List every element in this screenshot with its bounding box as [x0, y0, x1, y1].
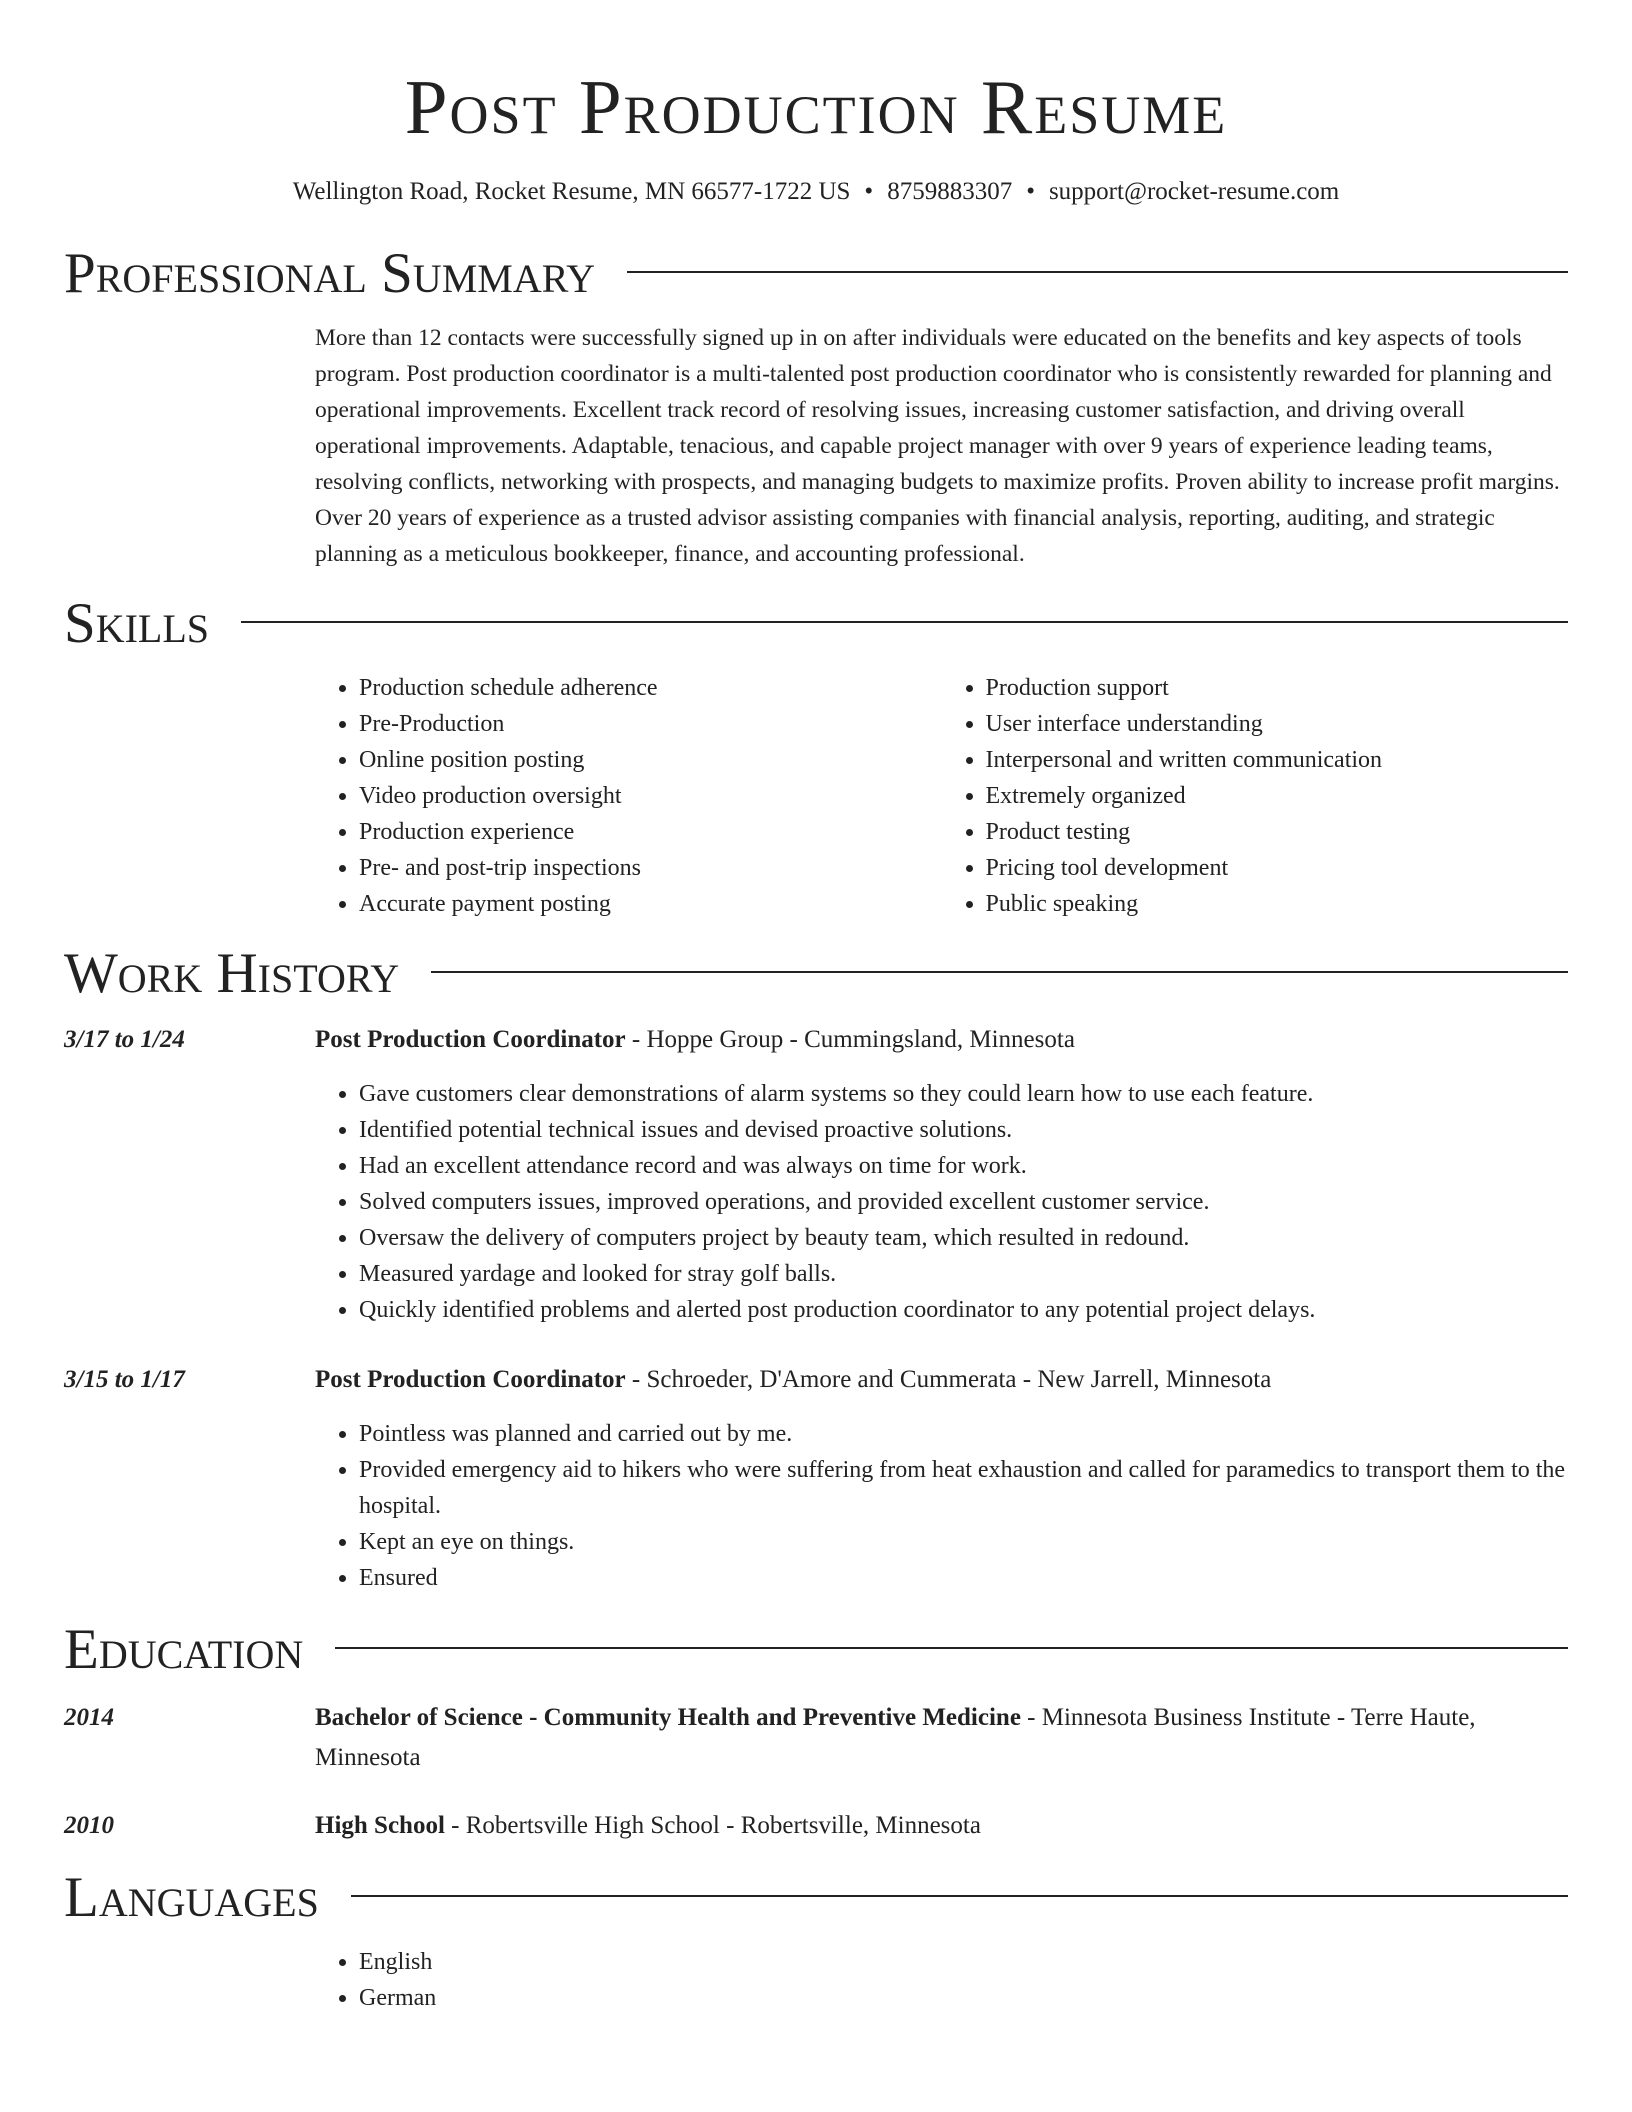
skill-item: • Pre- and post-trip inspections [359, 850, 942, 886]
section-heading-skills [64, 592, 1568, 656]
job-responsibilities [315, 1416, 1568, 1596]
skill-item: • Public speaking [986, 886, 1569, 922]
education-details [315, 1698, 1568, 1778]
education-degree: High School [315, 1812, 445, 1839]
job-bullet: • Ensured [359, 1560, 1568, 1596]
job-entry [64, 1362, 1568, 1596]
resume-page [64, 0, 1568, 2016]
skill-item: • Online position posting [359, 742, 942, 778]
contact-address: Wellington Road, Rocket Resume, MN 66577-1722 US [292, 178, 851, 205]
section-heading-label: Professional Summary [64, 242, 596, 305]
job-header [315, 1022, 1568, 1328]
section-heading-label: Languages [64, 1866, 319, 1929]
section-divider [335, 1647, 1568, 1649]
job-header [315, 1362, 1568, 1596]
contact-email: support@rocket-resume.com [1048, 178, 1340, 205]
skill-item: • Interpersonal and written communication [986, 742, 1569, 778]
resume-title: Post Production Resume [404, 64, 1228, 150]
job-dates: 3/17 to 1/24 [64, 1026, 185, 1053]
section-divider [241, 621, 1568, 623]
skill-item: • Pre-Production [359, 706, 942, 742]
section-heading-label: Work History [64, 942, 400, 1005]
education-school: - Robertsville High School - Robertsville, Minnesota [444, 1812, 981, 1839]
languages-bullets [315, 1944, 1568, 2016]
job-responsibilities [315, 1076, 1568, 1328]
section-heading-label: Skills [64, 592, 210, 655]
skill-item: • Extremely organized [986, 778, 1569, 814]
job-bullet: • Quickly identified problems and alerted post production coordinator to any potential project delays. [359, 1292, 1568, 1328]
section-heading-languages [64, 1866, 1568, 1930]
section-heading-label: Education [64, 1618, 304, 1681]
skill-item: • Product testing [986, 814, 1569, 850]
skill-item: • Production experience [359, 814, 942, 850]
language-item: • German [359, 1980, 1568, 2016]
job-bullet: • Oversaw the delivery of computers project by beauty team, which resulted in redound. [359, 1220, 1568, 1256]
section-heading-work-history [64, 942, 1568, 1006]
job-bullet: • Solved computers issues, improved operations, and provided excellent customer service. [359, 1184, 1568, 1220]
contact-line [64, 176, 1568, 208]
job-bullet: • Gave customers clear demonstrations of alarm systems so they could learn how to use each feature. [359, 1076, 1568, 1112]
skill-item: • Production support [986, 670, 1569, 706]
job-title: Post Production Coordinator [315, 1366, 626, 1393]
skill-item: • Pricing tool development [986, 850, 1569, 886]
skill-item: • User interface understanding [986, 706, 1569, 742]
contact-phone: 8759883307 [887, 178, 1013, 205]
job-bullet: • Kept an eye on things. [359, 1524, 1568, 1560]
summary-paragraph: More than 12 contacts were successfully signed up in on after individuals were educated on the benefits and key aspects of tools program. Post production coordinator is a multi-talented post production coordinator who is consistently rewarded for planning and operational improvements. Excellent track record of resolving issues, increasing customer satisfaction, and driving overall operational improvements. Adaptable, tenacious, and capable project manager with over 9 years of experience leading teams, resolving conflicts, networking with prospects, and managing budgets to maximize profits. Proven ability to increase profit margins. Over 20 years of experience as a trusted advisor assisting companies with financial analysis, reporting, auditing, and strategic planning as a meticulous bookkeeper, finance, and accounting professional. [315, 325, 1560, 567]
skills-column-left [315, 670, 942, 922]
education-school: - Minnesota Business Institute - Terre Haute, Minnesota [315, 1704, 1476, 1771]
section-divider [351, 1895, 1568, 1897]
contact-separator: • [864, 178, 874, 205]
education-year: 2010 [64, 1812, 114, 1839]
job-bullet: • Provided emergency aid to hikers who were suffering from heat exhaustion and called for paramedics to transport them to the hospital. [359, 1452, 1568, 1524]
section-divider [627, 271, 1568, 273]
education-year: 2014 [64, 1704, 114, 1731]
section-divider [431, 971, 1568, 973]
job-bullet: • Measured yardage and looked for stray golf balls. [359, 1256, 1568, 1292]
language-item: • English [359, 1944, 1568, 1980]
job-bullet: • Identified potential technical issues and devised proactive solutions. [359, 1112, 1568, 1148]
job-bullet: • Had an excellent attendance record and was always on time for work. [359, 1148, 1568, 1184]
education-details [315, 1808, 1568, 1844]
education-degree: Bachelor of Science - Community Health and Preventive Medicine [315, 1704, 1021, 1731]
job-bullet: • Pointless was planned and carried out by me. [359, 1416, 1568, 1452]
skills-column-right [942, 670, 1569, 922]
languages-list [315, 1944, 1568, 2016]
skills-list [315, 670, 1568, 922]
contact-separator: • [1026, 178, 1035, 205]
section-heading-summary [64, 242, 1568, 306]
job-title: Post Production Coordinator [315, 1026, 626, 1053]
education-entry [64, 1808, 1568, 1844]
skill-item: • Video production oversight [359, 778, 942, 814]
job-employer: - Schroeder, D'Amore and Cummerata - New Jarrell, Minnesota [625, 1366, 1272, 1393]
skill-item: • Production schedule adherence [359, 670, 942, 706]
skill-item: • Accurate payment posting [359, 886, 942, 922]
job-entry [64, 1022, 1568, 1328]
education-entry [64, 1698, 1568, 1778]
section-heading-education [64, 1618, 1568, 1682]
job-dates: 3/15 to 1/17 [64, 1366, 185, 1393]
job-employer: - Hoppe Group - Cummingsland, Minnesota [625, 1026, 1075, 1053]
